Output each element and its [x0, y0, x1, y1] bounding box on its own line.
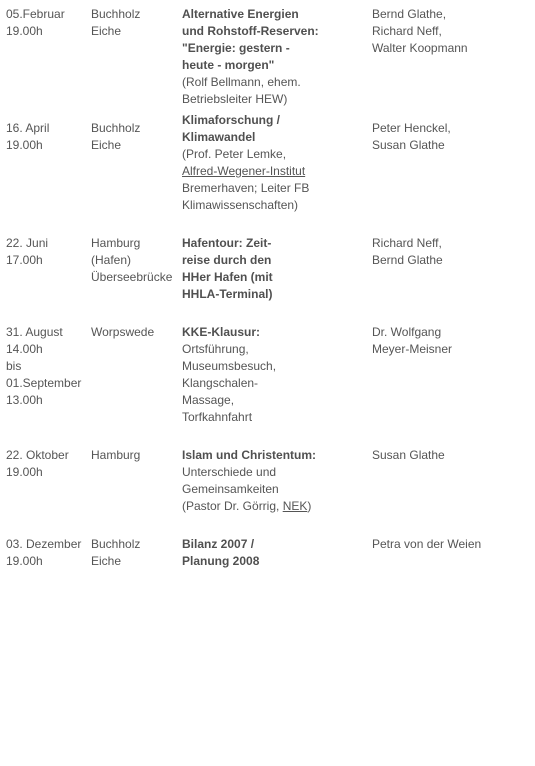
- event-title: KKE-Klausur:: [182, 325, 261, 339]
- event-date: 31. August 14.00h bis 01.September 13.00h: [6, 325, 82, 407]
- event-hosts: Peter Henckel, Susan Glathe: [372, 121, 451, 152]
- event-hosts: Richard Neff, Bernd Glathe: [372, 236, 443, 267]
- event-detail: Unterschiede und: [182, 465, 277, 479]
- event-place: Hamburg: [91, 448, 141, 462]
- event-hosts: Bernd Glathe, Richard Neff, Walter Koopmann: [372, 7, 468, 55]
- event-place: Worpswede: [91, 325, 155, 339]
- event-title: Alternative Energien: [182, 7, 299, 21]
- event-title: Islam und Christentum:: [182, 448, 317, 462]
- nek-link[interactable]: NEK: [282, 499, 308, 513]
- event-date: 05.Februar 19.00h: [6, 7, 65, 38]
- event-hosts: Dr. Wolfgang Meyer-Meisner: [372, 325, 453, 356]
- event-hosts: Susan Glathe: [372, 448, 445, 462]
- event-topic: Hafentour: Zeit- reise durch den HHer Hafen (mit HHLA-Terminal): [182, 236, 273, 301]
- event-topic: Alternative Energien und Rohstoff-Reserven: "Energie: gestern - heute - morgen" (Rolf Bellmann, ehem. Betriebsleiter HEW): [182, 7, 319, 106]
- event-topic: KKE-Klausur: Ortsführung, Museumsbesuch, Klangschalen- Massage, Torfkahnfahrt: [182, 325, 277, 424]
- event-date: 22. Juni 17.00h: [6, 236, 49, 267]
- event-topic: Bilanz 2007 / Planung 2008: [182, 537, 260, 568]
- event-topic: Islam und Christentum: Unterschiede und Gemeinsamkeiten (Pastor Dr. Görrig, NEK): [182, 448, 317, 513]
- event-title: Klimaforschung /: [182, 113, 281, 127]
- event-detail: (Rolf Bellmann, ehem.: [182, 75, 301, 89]
- event-place: Hamburg (Hafen) Überseebrücke: [91, 236, 173, 284]
- event-detail: (Prof. Peter Lemke,: [182, 147, 287, 161]
- clipped-previous-row: [0, 0, 535, 3]
- event-place: Buchholz Eiche: [91, 7, 141, 38]
- event-detail: Ortsführung,: [182, 342, 249, 356]
- event-date: 16. April 19.00h: [6, 121, 50, 152]
- event-place: Buchholz Eiche: [91, 537, 141, 568]
- event-title: Hafentour: Zeit-: [182, 236, 272, 250]
- event-topic: Klimaforschung / Klimawandel (Prof. Peter Lemke, Alfred-Wegener-Institut Bremerhaven; Leiter FB Klimawissenschaften): [182, 113, 310, 212]
- event-date: 03. Dezember 19.00h: [6, 537, 82, 568]
- event-place: Buchholz Eiche: [91, 121, 141, 152]
- event-title: Bilanz 2007 /: [182, 537, 255, 551]
- event-date: 22. Oktober 19.00h: [6, 448, 69, 479]
- institute-link[interactable]: Alfred-Wegener-Institut: [182, 164, 306, 178]
- event-hosts: Petra von der Weien: [372, 537, 482, 551]
